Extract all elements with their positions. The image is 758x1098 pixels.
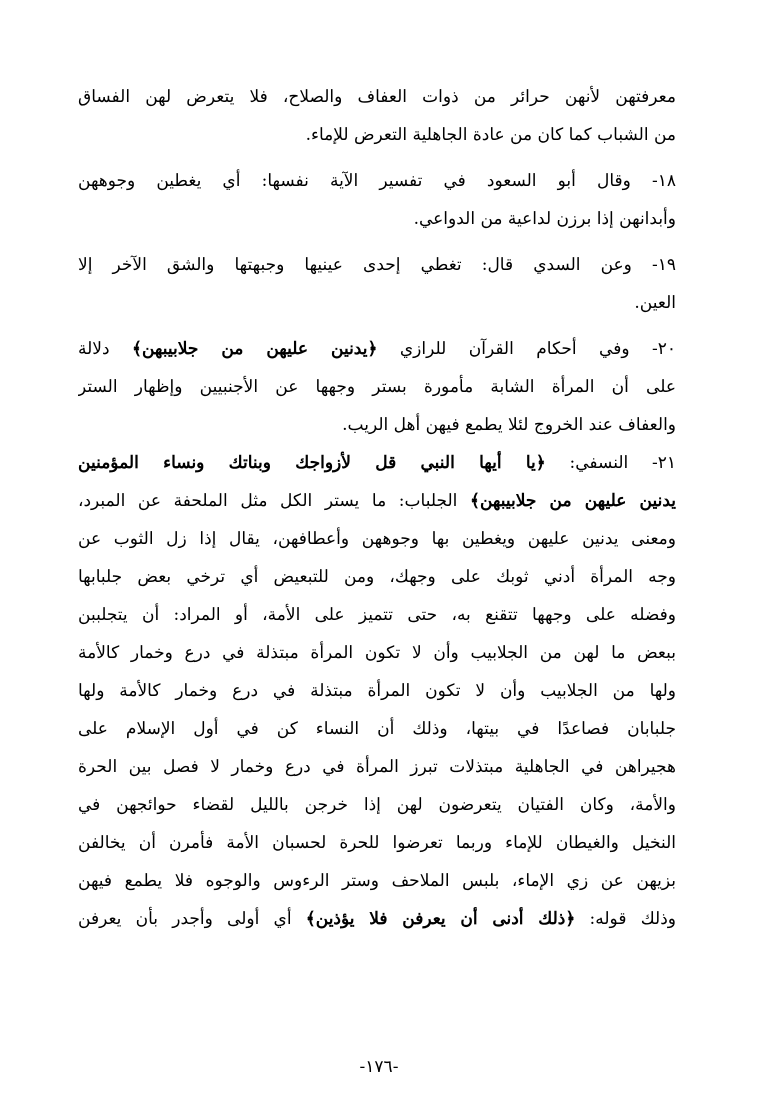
text-line	[78, 748, 676, 786]
text-line	[78, 200, 676, 238]
page-number: -١٧٦-	[359, 1057, 399, 1077]
quran-quote: ﴿يدنين عليهن من جلابيبهن﴾	[132, 339, 378, 359]
text-segment: ١٨- وقال أبو السعود في تفسير الآية نفسها: أي يغطين وجوههن	[78, 171, 676, 191]
text-segment: النخيل والغيطان للإماء وربما تعرضوا للحرة لحسبان الأمة فأمرن أن يخالفن	[78, 833, 676, 853]
text-line	[78, 862, 676, 900]
text-segment: بزيهن عن زي الإماء، بلبس الملاحف وستر الرءوس والوجوه فلا يطمع فيهن	[78, 871, 676, 891]
text-segment: على أن المرأة الشابة مأمورة بستر وجهها عن الأجنبيين وإظهار الستر	[78, 377, 676, 397]
text-line	[78, 634, 676, 672]
text-line	[78, 596, 676, 634]
text-segment: هجيراهن في الجاهلية مبتذلات تبرز المرأة في درع وخمار لا فصل بين الحرة	[78, 757, 676, 777]
text-segment: ومعنى يدنين عليهن ويغطين بها وجوههن وأعطافهن، يقال إذا زل الثوب عن	[78, 529, 676, 549]
text-segment: والأمة، وكان الفتيان يتعرضون لهن إذا خرجن بالليل لقضاء حوائجهن في	[78, 795, 676, 815]
text-line	[78, 330, 676, 368]
text-segment: وفضله على وجهها تتقنع به، حتى تتميز على الأمة، أو المراد: أن يتجلببن	[78, 605, 676, 625]
text-line	[78, 368, 676, 406]
text-segment: وأبدانهن إذا برزن لداعية من الدواعي.	[413, 209, 676, 229]
text-line	[78, 78, 676, 116]
text-line	[78, 284, 676, 322]
text-segment: من الشباب كما كان من عادة الجاهلية التعرض للإماء.	[305, 125, 676, 145]
text-line	[78, 162, 676, 200]
text-segment: ولها من الجلابيب وأن لا تكون المرأة مبتذلة في درع وخمار كالأمة ولها	[78, 681, 676, 701]
text-segment: دلالة	[78, 339, 133, 359]
text-segment: معرفتهن لأنهن حرائر من ذوات العفاف والصلاح، فلا يتعرض لهن الفساق	[78, 87, 676, 107]
text-line	[78, 116, 676, 154]
text-line	[78, 786, 676, 824]
text-segment: ٢١- النسفي:	[545, 453, 676, 473]
text-line	[78, 406, 676, 444]
text-segment: ٢٠- وفي أحكام القرآن للرازي	[377, 339, 676, 359]
quran-quote: ﴿يا أيها النبي قل لأزواجك وبناتك ونساء المؤمنين	[78, 453, 546, 473]
text-line	[78, 824, 676, 862]
text-line	[78, 520, 676, 558]
quran-quote: يدنين عليهن من جلابيبهن﴾	[469, 491, 676, 511]
text-line	[78, 558, 676, 596]
text-line	[78, 246, 676, 284]
text-line	[78, 710, 676, 748]
text-segment: العين.	[634, 293, 676, 313]
text-segment: جلبابان فصاعدًا في بيتها، وذلك أن النساء كن في أول الإسلام على	[78, 719, 676, 739]
text-segment: وجه المرأة أدني ثوبك على وجهك، ومن للتبعيض أي ترخي بعض جلبابها	[78, 567, 676, 587]
text-segment: والعفاف عند الخروج لئلا يطمع فيهن أهل الريب.	[342, 415, 676, 435]
text-segment: ببعض ما لهن من الجلابيب وأن لا تكون المرأة مبتذلة في درع وخمار كالأمة	[78, 643, 676, 663]
text-segment: الجلباب: ما يستر الكل مثل الملحفة عن المبرد،	[78, 491, 470, 511]
text-segment: أي أولى وأجدر بأن يعرفن	[78, 909, 306, 929]
text-segment: ١٩- وعن السدي قال: تغطي إحدى عينيها وجبهتها والشق الآخر إلا	[78, 255, 676, 275]
text-line	[78, 900, 676, 938]
text-segment: وذلك قوله:	[575, 909, 676, 929]
text-line	[78, 482, 676, 520]
text-line	[78, 444, 676, 482]
page-body	[78, 78, 676, 938]
quran-quote: ﴿ذلك أدنى أن يعرفن فلا يؤذين﴾	[305, 909, 576, 929]
text-line	[78, 672, 676, 710]
